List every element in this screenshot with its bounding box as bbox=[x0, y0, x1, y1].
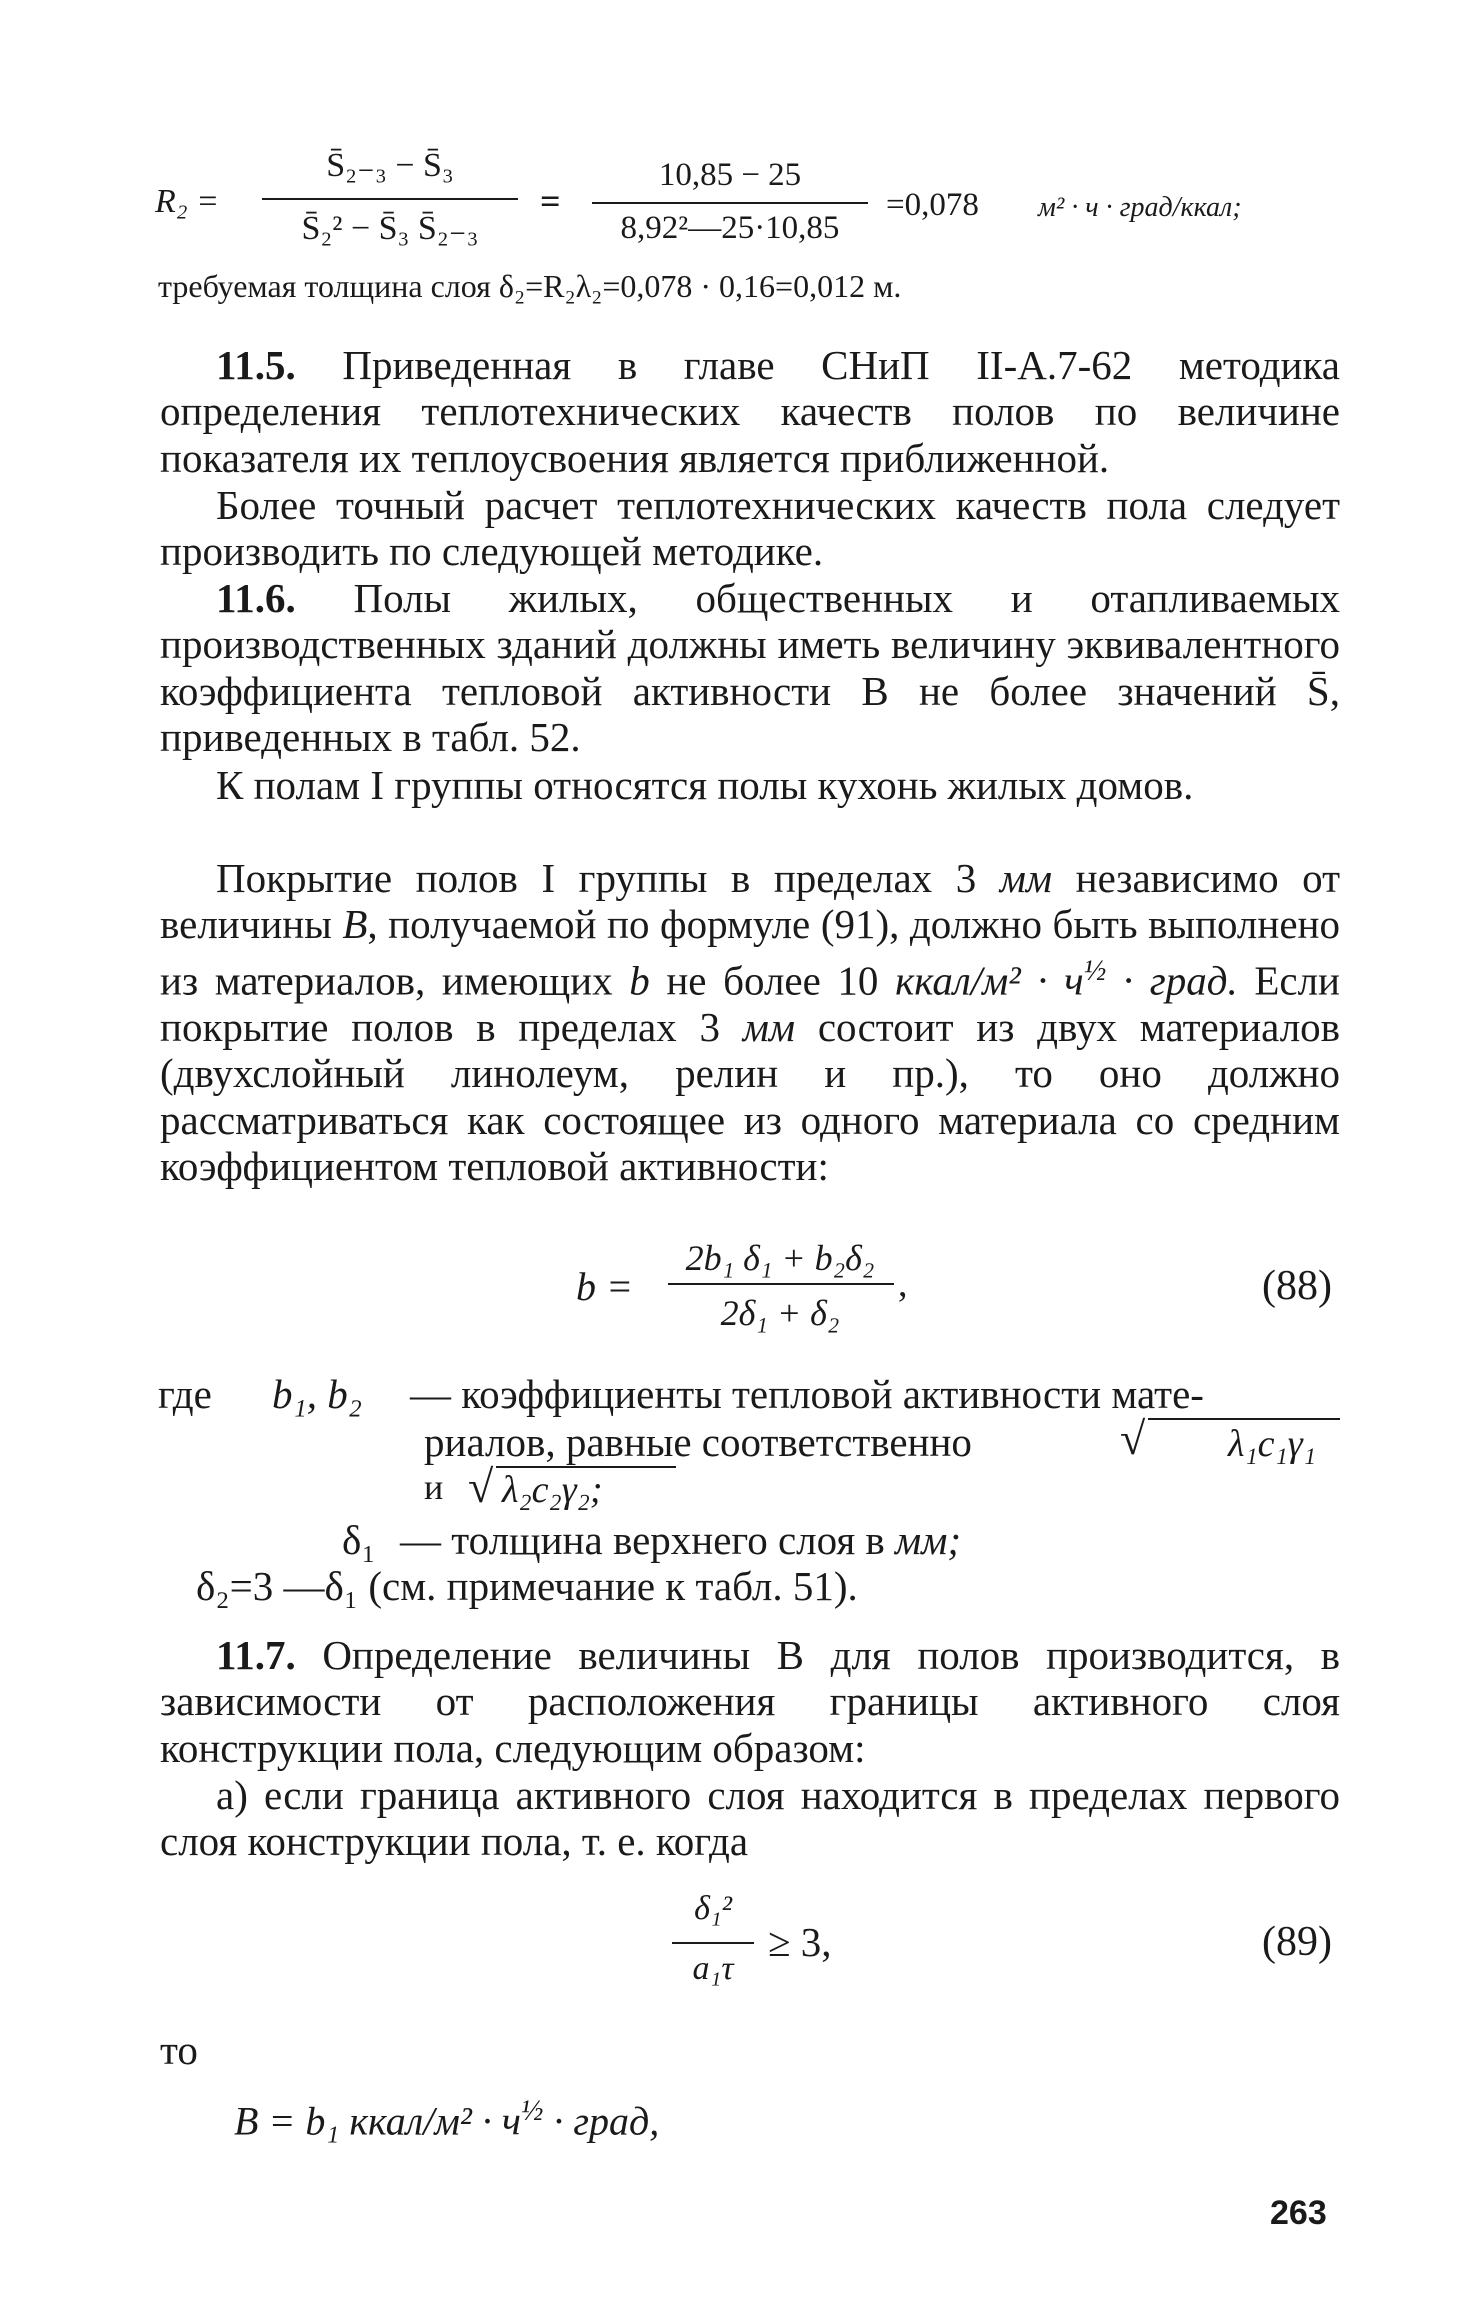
paragraph-11-6 bbox=[160, 575, 1340, 761]
paragraph-11-5 bbox=[160, 342, 1340, 481]
r2-equals: = bbox=[540, 181, 561, 221]
unit-mm: мм bbox=[742, 1003, 796, 1050]
text-run: Покрытие полов I группы в пределах 3 bbox=[216, 855, 1000, 901]
eq88-comma: , bbox=[898, 1263, 908, 1305]
symbol-b: b bbox=[629, 957, 650, 1004]
then-label: то bbox=[160, 2027, 198, 2073]
eq88-numerator: 2b₁ δ₁ + b₂δ₂ bbox=[685, 1238, 875, 1278]
r2-unit: м² · ч · град/ккал; bbox=[1038, 192, 1242, 223]
unit-mm: мм; bbox=[895, 1517, 962, 1563]
unit-exponent: ½ bbox=[1083, 953, 1107, 987]
where-line-4 bbox=[400, 1516, 961, 1564]
paragraph-group-1: К полам I группы относятся полы кухонь жилых домов. bbox=[216, 762, 1194, 808]
r2-denominator: 8,92²—25·10,85 bbox=[620, 210, 840, 246]
paragraph-text: Определение величины B для полов производится, в зависимости от расположения границы активного слоя конструкции пола, следующим образом: bbox=[160, 1632, 1340, 1771]
eq89-denominator: a₁τ bbox=[692, 1950, 734, 1987]
eq88-number: (88) bbox=[1262, 1263, 1332, 1309]
eq89-relation: ≥ 3, bbox=[768, 1919, 832, 1965]
where-line-1: — коэффициенты тепловой активности мате- bbox=[410, 1371, 1204, 1417]
eq89-number: (89) bbox=[1262, 1919, 1332, 1965]
r2-bar bbox=[592, 202, 868, 204]
r2-sym-denominator: S̄₂² − S̄₃ S̄₂₋₃ bbox=[301, 210, 479, 247]
section-number: 11.5. bbox=[216, 342, 296, 388]
unit-mm: мм bbox=[999, 855, 1053, 901]
text-run: не более 10 bbox=[649, 957, 896, 1004]
r2-numerator: 10,85 − 25 bbox=[658, 157, 802, 193]
symbol-B: B bbox=[342, 901, 368, 948]
where-label: где bbox=[158, 1371, 212, 1417]
r2-sym-bar bbox=[262, 198, 518, 200]
eq89-bar bbox=[672, 1942, 754, 1944]
paragraph-11-7 bbox=[160, 1632, 1340, 1771]
text-run: состоит из двух материалов (двухслойный линолеум, релин и пр.), то оно должно рассматриваться как состоящее из одного материала со средним коэффициентом тепловой активности: bbox=[160, 1003, 1341, 1190]
delta1-symbol: δ₁ bbox=[342, 1517, 376, 1563]
paragraph-case-a: а) если граница активного слоя находится в пределах первого слоя конструкции пола, т. е. когда bbox=[160, 1772, 1340, 1865]
final-formula bbox=[234, 2094, 659, 2144]
unit-kcal: ккал/м² · ч bbox=[895, 957, 1084, 1004]
where-line-5: δ₂=3 —δ₁ (см. примечание к табл. 51). bbox=[196, 1563, 858, 1609]
section-number: 11.6. bbox=[216, 575, 296, 621]
r2-result: =0,078 bbox=[886, 187, 979, 223]
r2-lhs: R₂ = bbox=[155, 183, 220, 220]
sqrt-icon: √ bbox=[1120, 1413, 1146, 1464]
eq88-bar bbox=[668, 1283, 894, 1285]
text-run: · град, bbox=[543, 2098, 660, 2144]
section-number: 11.7. bbox=[216, 1632, 296, 1678]
paragraph-more-precise: Более точный расчет теплотехнических качеств пола следует производить по следующей методике. bbox=[160, 482, 1340, 575]
paragraph-coating bbox=[160, 855, 1340, 1190]
unit-exponent: ½ bbox=[520, 2094, 544, 2127]
paragraph-text: Полы жилых, общественных и отапливаемых производственных зданий должны иметь величину эквивалентного коэффициента тепловой активности B не более значений S̄, приведенных в табл. 52. bbox=[160, 575, 1341, 761]
sqrt-icon: √ bbox=[468, 1461, 494, 1512]
sqrt-bar bbox=[1148, 1418, 1340, 1420]
where-b-symbols: b₁, b₂ bbox=[272, 1371, 363, 1417]
text-run: B = b₁ ккал/м² · ч bbox=[234, 2098, 521, 2144]
r2-sym-numerator: S̄₂₋₃ − S̄₃ bbox=[326, 147, 454, 184]
paragraph-text: Приведенная в главе СНиП II-А.7-62 методика определения теплотехнических качеств полов по величине показателя их теплоусвоения является приближенной. bbox=[160, 342, 1340, 481]
required-thickness-line: требуемая толщина слоя δ₂=R₂λ₂=0,078 · 0,16=0,012 м. bbox=[158, 268, 902, 304]
sqrt-arg-2: λ₂c₂γ₂; bbox=[502, 1469, 603, 1511]
text-run: Если покрытие полов в пределах 3 bbox=[160, 957, 1340, 1050]
text-run: — толщина верхнего слоя в bbox=[400, 1517, 896, 1563]
page-number: 263 bbox=[1270, 2194, 1327, 2232]
eq89-numerator: δ₁² bbox=[694, 1890, 732, 1927]
eq88-lhs: b = bbox=[576, 1264, 633, 1309]
where-and: и bbox=[424, 1467, 444, 1507]
where-line-2: риалов, равные соответственно bbox=[424, 1419, 972, 1465]
sqrt-arg-1: λ₁c₁γ₁ bbox=[1228, 1423, 1316, 1465]
text-run: , получаемой по формуле (91), должно быть выполнено из материалов, имеющих bbox=[160, 901, 1340, 1004]
unit-grad: · град. bbox=[1106, 957, 1238, 1004]
eq88-denominator: 2δ₁ + δ₂ bbox=[720, 1293, 840, 1333]
text-run: независимо от величины bbox=[160, 855, 1340, 948]
